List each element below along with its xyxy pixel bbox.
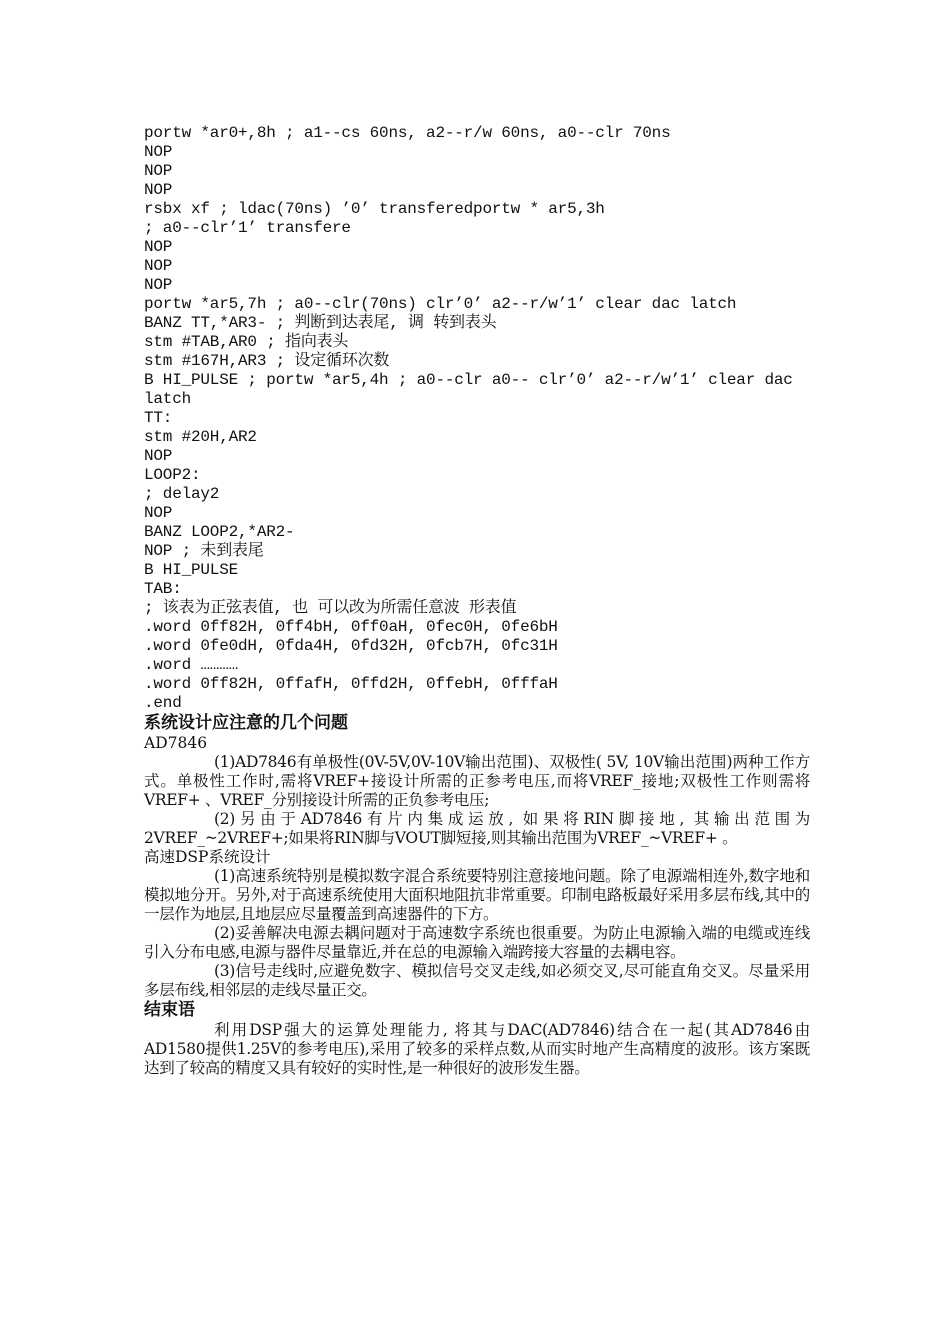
paragraph-ad7846-opamp: (2)另由于AD7846有片内集成运放, 如果将RIN脚接地, 其输出范围为2VREF_~2VREF+;如果将RIN脚与VOUT脚短接,则其输出范围为VREF_~VREF+ 。	[144, 810, 810, 847]
code-line: NOP	[144, 276, 173, 294]
section-title-design-notes: 系统设计应注意的几个问题	[144, 713, 348, 733]
code-line: TT:	[144, 409, 173, 427]
code-line: TAB:	[144, 580, 182, 598]
code-line: ; a0--clr’1’ transfere	[144, 219, 351, 237]
paragraph-grounding: (1)高速系统特别是模拟数字混合系统要特别注意接地问题。除了电源端相连外,数字地和模拟地分开。另外,对于高速系统使用大面积地阻抗非常重要。印制电路板最好采用多层布线,其中的一层作为地层,且地层应尽量覆盖到高速器件的下方。	[144, 867, 810, 923]
code-line: .word 0ff82H, 0ff4bH, 0ff0aH, 0fec0H, 0fe6bH	[144, 618, 558, 636]
code-listing	[144, 124, 810, 713]
code-line: LOOP2:	[144, 466, 201, 484]
paragraph-conclusion: 利用DSP强大的运算处理能力, 将其与DAC(AD7846)结合在一起(其AD7846由AD1580提供1.25V的参考电压),采用了较多的采样点数,从而实时地产生高精度的波形。该方案既达到了较高的精度又具有较好的实时性,是一种很好的波形发生器。	[144, 1021, 810, 1077]
code-line: B HI_PULSE ; portw *ar5,4h ; a0--clr a0-- clr’0’ a2--r/w’1’ clear dac	[144, 371, 793, 389]
code-line: latch	[144, 390, 192, 408]
section-title-conclusion: 结束语	[144, 1000, 195, 1020]
code-line: NOP	[144, 447, 173, 465]
code-line: ; delay2	[144, 485, 220, 503]
code-line: BANZ LOOP2,*AR2-	[144, 523, 295, 541]
code-line: NOP	[144, 504, 173, 522]
paragraph-routing: (3)信号走线时,应避免数字、模拟信号交叉走线,如必须交叉,尽可能直角交叉。尽量采用多层布线,相邻层的走线尽量正交。	[144, 962, 810, 999]
code-line: portw *ar0+,8h ; a1--cs 60ns, a2--r/w 60ns, a0--clr 70ns	[144, 124, 671, 142]
paragraph-ad7846-modes: (1)AD7846有单极性(0V-5V,0V-10V输出范围)、双极性( 5V, 10V输出范围)两种工作方式。单极性工作时,需将VREF+接设计所需的正参考电压,而将VREF_接地;双极性工作则需将VREF+ 、VREF_分别接设计所需的正负参考电压;	[144, 753, 810, 809]
code-line: ; 该表为正弦表值, 也 可以改为所需任意波 形表值	[144, 599, 517, 617]
code-line: .word 0fe0dH, 0fda4H, 0fd32H, 0fcb7H, 0fc31H	[144, 637, 558, 655]
code-line: B HI_PULSE	[144, 561, 239, 579]
code-line: NOP	[144, 181, 173, 199]
code-line: .word …………	[144, 656, 239, 674]
code-line: rsbx xf ; ldac(70ns) ’0’ transferedportw * ar5,3h	[144, 200, 605, 218]
code-line: NOP	[144, 257, 173, 275]
code-line: stm #20H,AR2	[144, 428, 257, 446]
code-line: stm #167H,AR3 ; 设定循环次数	[144, 352, 390, 370]
code-line: .end	[144, 694, 182, 712]
subtitle-ad7846: AD7846	[144, 734, 208, 752]
code-line: .word 0ff82H, 0ffafH, 0ffd2H, 0ffebH, 0fffaH	[144, 675, 558, 693]
code-line: NOP	[144, 143, 173, 161]
code-line: NOP	[144, 162, 173, 180]
code-line: stm #TAB,AR0 ; 指向表头	[144, 333, 349, 351]
code-line: BANZ TT,*AR3- ; 判断到达表尾, 调 转到表头	[144, 314, 497, 332]
subtitle-dsp-design: 高速DSP系统设计	[144, 848, 271, 866]
document-page	[144, 124, 810, 1078]
code-line: NOP	[144, 238, 173, 256]
paragraph-decoupling: (2)妥善解决电源去耦问题对于高速数字系统也很重要。为防止电源输入端的电缆或连线引入分布电感,电源与器件尽量靠近,并在总的电源输入端跨接大容量的去耦电容。	[144, 924, 810, 961]
code-line: portw *ar5,7h ; a0--clr(70ns) clr’0’ a2--r/w’1’ clear dac latch	[144, 295, 737, 313]
code-line: NOP ; 未到表尾	[144, 542, 264, 560]
